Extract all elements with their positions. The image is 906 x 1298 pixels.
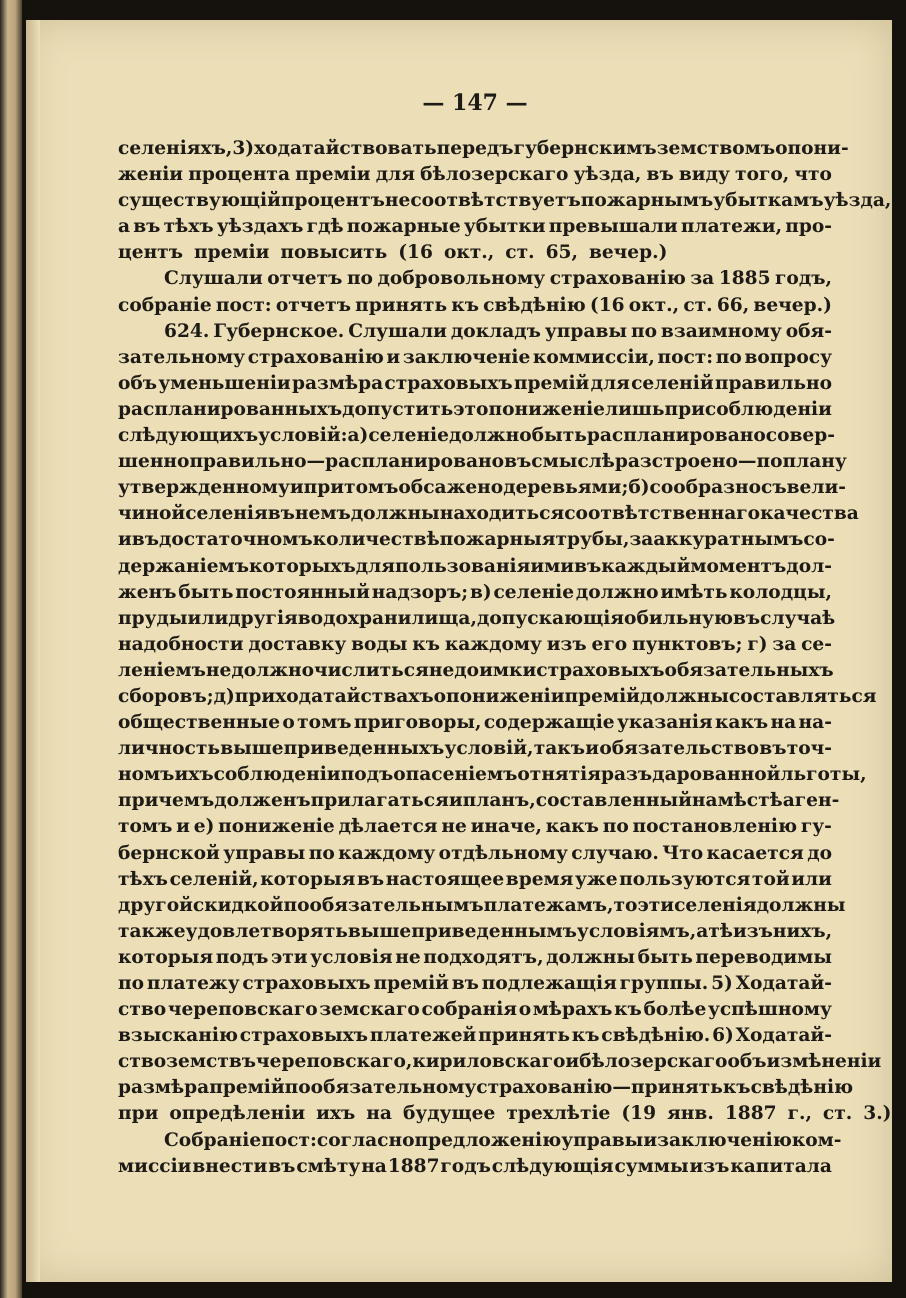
text-line: причемъ долженъ прилагаться и планъ, составленный на мѣстѣ аген-: [118, 790, 840, 812]
text-line: размѣра премій по обязательному страхованію—принять къ свѣдѣнію: [118, 1077, 854, 1099]
text-line: также удовлетворять вышеприведеннымъ условіямъ, а тѣ изъ нихъ,: [118, 920, 833, 942]
text-line: при опредѣленіи ихъ на будущее трехлѣтіе (19 янв. 1887 г., ст. 3.): [118, 1103, 892, 1125]
text-line: личность вышеприведенныхъ условій, такъ и обязательство въ точ-: [118, 738, 832, 760]
text-line: общественные о томъ приговоры, содержащіе указанія какъ на на-: [118, 712, 832, 734]
text-line: томъ и е) пониженіе дѣлается не иначе, какъ по постановленію гу-: [118, 816, 832, 838]
text-line: ство череповскаго земскаго собранія о мѣрахъ къ болѣе успѣшному: [118, 999, 832, 1021]
text-line: существующій процентъ не соотвѣтствуетъ пожарнымъ убыткамъ уѣзда,: [118, 190, 892, 212]
text-line: женіи процента преміи для бѣлозерскаго уѣзда, въ виду того, что: [118, 164, 832, 186]
text-line: тѣхъ селеній, которыя въ настоящее время уже пользуются той или: [118, 868, 832, 890]
text-line: Собраніе пост: согласно предложенію управы и заключенію ком-: [164, 1129, 842, 1151]
text-line: распланированныхъ допустить это пониженіе лишь при соблюденіи: [118, 398, 832, 420]
text-line: селеніяхъ, 3) ходатайствовать передъ губернскимъ земствомъ о пони-: [118, 138, 849, 159]
text-line: центъ преміи повысить (16 окт., ст. 65, вечер.): [118, 242, 668, 264]
text-line: надобности доставку воды къ каждому изъ его пунктовъ; г) за се-: [118, 633, 832, 655]
text-line: а въ тѣхъ уѣздахъ гдѣ пожарные убытки превышали платежи, про-: [118, 216, 832, 238]
text-line: другой скидкой по обязательнымъ платежамъ, то эти селенія должны: [118, 894, 846, 916]
text-line: взысканію страховыхъ платежей принять къ свѣдѣнію. 6) Ходатай-: [118, 1025, 832, 1047]
text-line: по платежу страховыхъ премій въ подлежащія группы. 5) Ходатай-: [118, 973, 832, 994]
text-line: пруды или другія водохранилища, допускающія обильную въ случаѣ: [118, 607, 836, 629]
text-line: и въ достаточномъ количествѣ пожарныя трубы, за аккуратнымъ со-: [118, 529, 835, 551]
text-line: сборовъ; д) при ходатайствахъ о пониженіи премій должны составляться: [118, 685, 877, 707]
text-line: зательному страхованію и заключеніе коммиссіи, пост: по вопросу: [118, 346, 832, 368]
text-line: чиной селенія въ немъ должны находиться соотвѣтственнаго качества: [118, 503, 859, 525]
text-line: номъ ихъ соблюденіи подъ опасеніемъ отнятія разъ дарованной льготы,: [118, 764, 867, 786]
page-spine-shadow: [26, 20, 40, 1282]
adjacent-page-edge: [0, 0, 22, 1298]
text-line: 624. Губернское. Слушали докладъ управы по взаимному обя-: [164, 320, 832, 342]
text-line: шенно правильно—распланировано въ смыслѣ разстроено—по плану: [118, 451, 847, 473]
text-line: бернской управы по каждому отдѣльному случаю. Что касается до: [118, 842, 832, 864]
text-line: собраніе пост: отчетъ принять къ свѣдѣнію (16 окт., ст. 66, вечер.): [118, 294, 832, 316]
page-text: [118, 88, 892, 1180]
text-line: которыя подъ эти условія не подходятъ, должны быть переводимы: [118, 946, 832, 968]
text-lines: [118, 136, 892, 1180]
text-line: ство земствъ череповскаго, кириловскаго и бѣлозерскаго объ измѣненіи: [118, 1051, 882, 1073]
text-line: слѣдующихъ условій: а) селеніе должно быть распланировано совер-: [118, 425, 835, 447]
book-page: [26, 20, 892, 1282]
text-line: держаніемъ которыхъ для пользованія ими въ каждый моментъ дол-: [118, 555, 832, 577]
text-line: женъ быть постоянный надзоръ; в) селеніе должно имѣть колодцы,: [118, 581, 832, 603]
text-line: леніемъ не должно числиться недоимки страховыхъ обязательныхъ: [118, 659, 834, 681]
page-number: — 147 —: [422, 90, 528, 116]
text-line: объ уменьшеніи размѣра страховыхъ премій для селеній правильно: [118, 372, 832, 394]
text-line: миссіи внести въ смѣту на 1887 годъ слѣдующія суммы изъ капитала: [118, 1155, 832, 1177]
text-line: Слушали отчетъ по добровольному страхованію за 1885 годъ,: [164, 268, 832, 290]
text-line: утвержденному и притомъ обсажено деревьями; б) сообразно съ вели-: [118, 477, 846, 499]
